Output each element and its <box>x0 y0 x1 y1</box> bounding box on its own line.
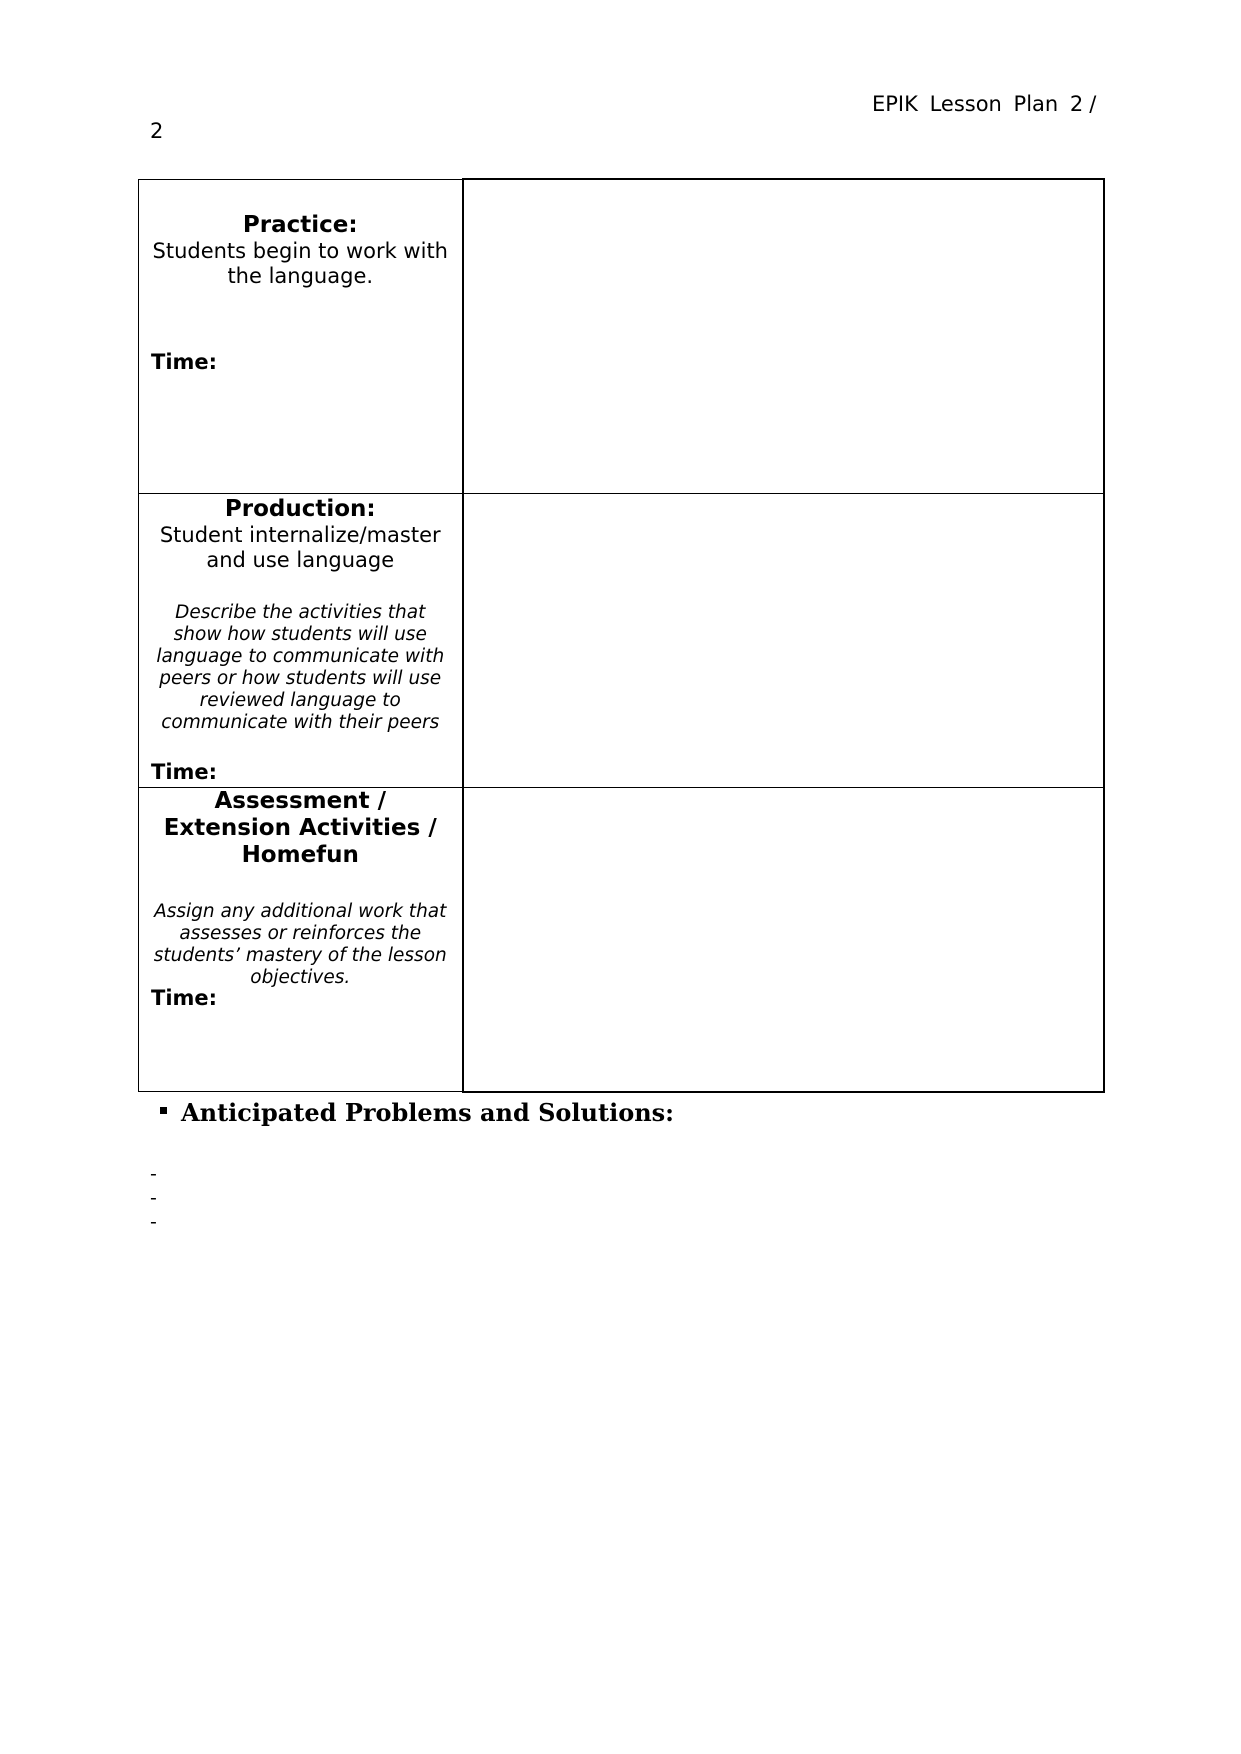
time-label-assessment: Time: <box>151 985 218 1010</box>
problems-list <box>150 1162 157 1234</box>
page-number: 2 <box>150 119 164 143</box>
table-row-practice <box>139 179 1105 493</box>
stage-instructions-assessment <box>151 901 450 989</box>
table-row-assessment <box>139 787 1105 1092</box>
stage-title-assessment: Assessment / <box>214 787 386 814</box>
stage-title-assessment: Homefun <box>241 841 359 868</box>
list-item[interactable]: - <box>150 1187 157 1209</box>
stage-title-production: Production: <box>224 495 376 522</box>
time-label-practice: Time: <box>151 349 218 374</box>
instruction-line: assesses or reinforces the <box>179 922 422 944</box>
instruction-line: peers or how students will use <box>159 667 442 689</box>
lesson-plan-title: EPIK Lesson Plan 2 <box>872 92 1084 116</box>
square-bullet-icon <box>160 1107 167 1114</box>
stage-desc-line: Students begin to work with <box>152 238 448 263</box>
instruction-line: students’ mastery of the lesson <box>153 944 447 966</box>
stage-cell-production <box>139 493 463 787</box>
instruction-line: objectives. <box>250 966 351 988</box>
instruction-line: language to communicate with <box>156 645 445 667</box>
stage-instructions-production <box>151 602 450 734</box>
stage-cell-practice <box>139 179 463 493</box>
stage-title-practice: Practice: <box>242 211 358 238</box>
stage-cell-assessment <box>139 787 463 1092</box>
lesson-plan-table <box>138 178 1105 1093</box>
content-cell-practice[interactable] <box>463 179 1105 493</box>
problems-heading <box>160 1098 674 1127</box>
stage-desc-line: Student internalize/master <box>159 522 441 547</box>
instruction-line: Assign any additional work that <box>154 900 447 922</box>
stage-desc-line: the language. <box>227 263 374 288</box>
content-cell-assessment[interactable] <box>463 787 1105 1092</box>
stage-title-assessment: Extension Activities / <box>163 814 437 841</box>
instruction-line: communicate with their peers <box>161 711 440 733</box>
problems-heading-text: Anticipated Problems and Solutions: <box>181 1098 675 1127</box>
time-label-production: Time: <box>151 759 218 784</box>
content-cell-production[interactable] <box>463 493 1105 787</box>
stage-desc-line: and use language <box>206 547 395 572</box>
instruction-line: show how students will use <box>173 623 427 645</box>
table-row-production <box>139 493 1105 787</box>
list-item[interactable]: - <box>150 1211 157 1233</box>
instruction-line: reviewed language to <box>199 689 401 711</box>
header-title <box>872 92 1096 116</box>
list-item[interactable]: - <box>150 1163 157 1185</box>
title-separator: / <box>1089 92 1097 116</box>
instruction-line: Describe the activities that <box>175 601 426 623</box>
